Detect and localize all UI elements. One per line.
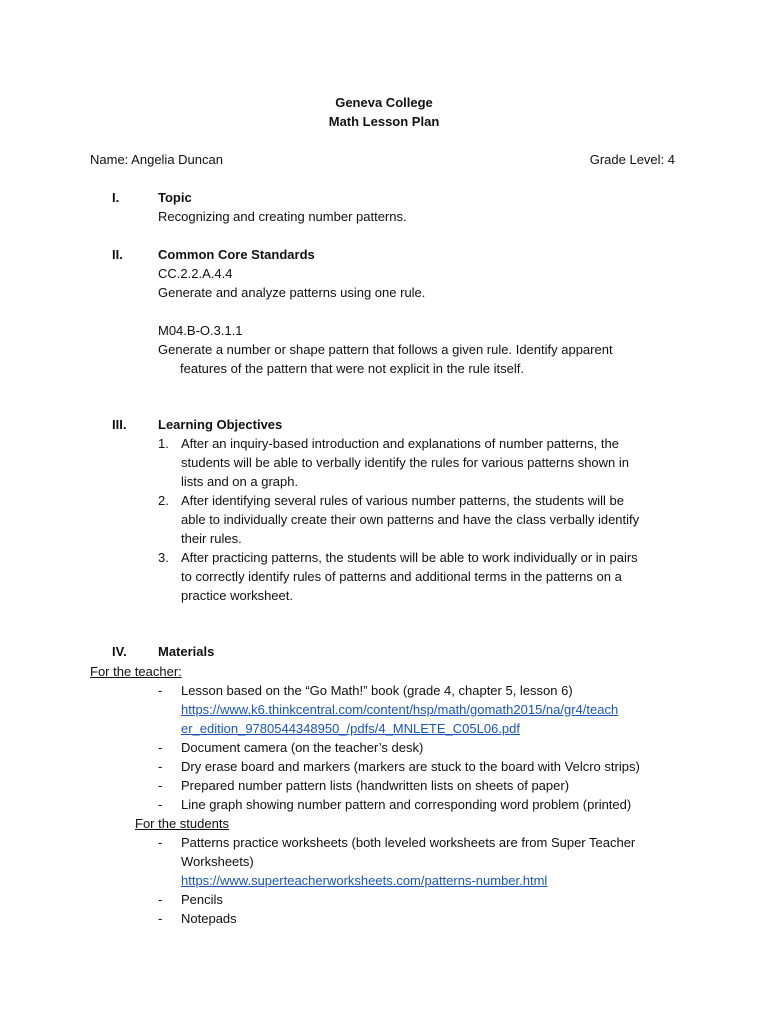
dash-bullet: - bbox=[158, 759, 163, 774]
go-math-link[interactable]: https://www.k6.thinkcentral.com/content/hsp/math/gomath2015/na/gr4/teach bbox=[181, 702, 619, 717]
student-materials-label: For the students bbox=[135, 816, 229, 831]
document-title: Math Lesson Plan bbox=[328, 114, 440, 129]
standard-description: Generate and analyze patterns using one rule. bbox=[158, 285, 426, 300]
objective-number: 3. bbox=[158, 550, 169, 565]
material-item: Notepads bbox=[181, 911, 237, 926]
objective-number: 2. bbox=[158, 493, 169, 508]
topic-heading: Topic bbox=[158, 190, 192, 205]
material-item: Line graph showing number pattern and corresponding word problem (printed) bbox=[181, 797, 632, 812]
standard-code: CC.2.2.A.4.4 bbox=[158, 266, 233, 281]
objective-line: their rules. bbox=[181, 531, 242, 546]
dash-bullet: - bbox=[158, 683, 163, 698]
standard-description: Generate a number or shape pattern that follows a given rule. Identify apparent bbox=[158, 342, 613, 357]
standard-code: M04.B-O.3.1.1 bbox=[158, 323, 243, 338]
material-item: Document camera (on the teacher’s desk) bbox=[181, 740, 424, 755]
grade-level: Grade Level: 4 bbox=[589, 152, 675, 167]
material-item: Lesson based on the “Go Math!” book (grade 4, chapter 5, lesson 6) bbox=[181, 683, 573, 698]
dash-bullet: - bbox=[158, 892, 163, 907]
objective-line: lists and on a graph. bbox=[181, 474, 299, 489]
material-item: Patterns practice worksheets (both leveled worksheets are from Super Teacher bbox=[181, 835, 636, 850]
section-numeral: III. bbox=[112, 417, 127, 432]
go-math-link-continued[interactable]: er_edition_9780544348950_/pdfs/4_MNLETE_C05L06.pdf bbox=[181, 721, 520, 736]
dash-bullet: - bbox=[158, 835, 163, 850]
objective-line: students will be able to verbally identify the rules for various patterns shown in bbox=[181, 455, 630, 470]
material-item: Dry erase board and markers (markers are stuck to the board with Velcro strips) bbox=[181, 759, 640, 774]
dash-bullet: - bbox=[158, 797, 163, 812]
section-numeral: IV. bbox=[112, 644, 127, 659]
standards-heading: Common Core Standards bbox=[158, 247, 315, 262]
teacher-materials-label: For the teacher: bbox=[90, 664, 182, 679]
section-numeral: II. bbox=[112, 247, 123, 262]
objective-line: to correctly identify rules of patterns and additional terms in the patterns on a bbox=[181, 569, 622, 584]
objective-line: After identifying several rules of various number patterns, the students will be bbox=[181, 493, 624, 508]
super-teacher-link[interactable]: https://www.superteacherworksheets.com/patterns-number.html bbox=[181, 873, 548, 888]
topic-text: Recognizing and creating number patterns. bbox=[158, 209, 407, 224]
material-item: Pencils bbox=[181, 892, 223, 907]
objective-line: able to individually create their own patterns and have the class verbally identify bbox=[181, 512, 640, 527]
material-item: Prepared number pattern lists (handwritten lists on sheets of paper) bbox=[181, 778, 570, 793]
dash-bullet: - bbox=[158, 778, 163, 793]
objective-line: After an inquiry-based introduction and explanations of number patterns, the bbox=[181, 436, 619, 451]
teacher-name: Name: Angelia Duncan bbox=[90, 152, 223, 167]
section-numeral: I. bbox=[112, 190, 120, 205]
dash-bullet: - bbox=[158, 911, 163, 926]
standard-description-continued: features of the pattern that were not explicit in the rule itself. bbox=[180, 361, 524, 376]
materials-heading: Materials bbox=[158, 644, 215, 659]
college-name: Geneva College bbox=[335, 95, 433, 110]
objective-line: After practicing patterns, the students will be able to work individually or in pairs bbox=[181, 550, 638, 565]
objective-number: 1. bbox=[158, 436, 169, 451]
objectives-heading: Learning Objectives bbox=[158, 417, 283, 432]
objective-line: practice worksheet. bbox=[181, 588, 293, 603]
dash-bullet: - bbox=[158, 740, 163, 755]
material-item-continued: Worksheets) bbox=[181, 854, 254, 869]
